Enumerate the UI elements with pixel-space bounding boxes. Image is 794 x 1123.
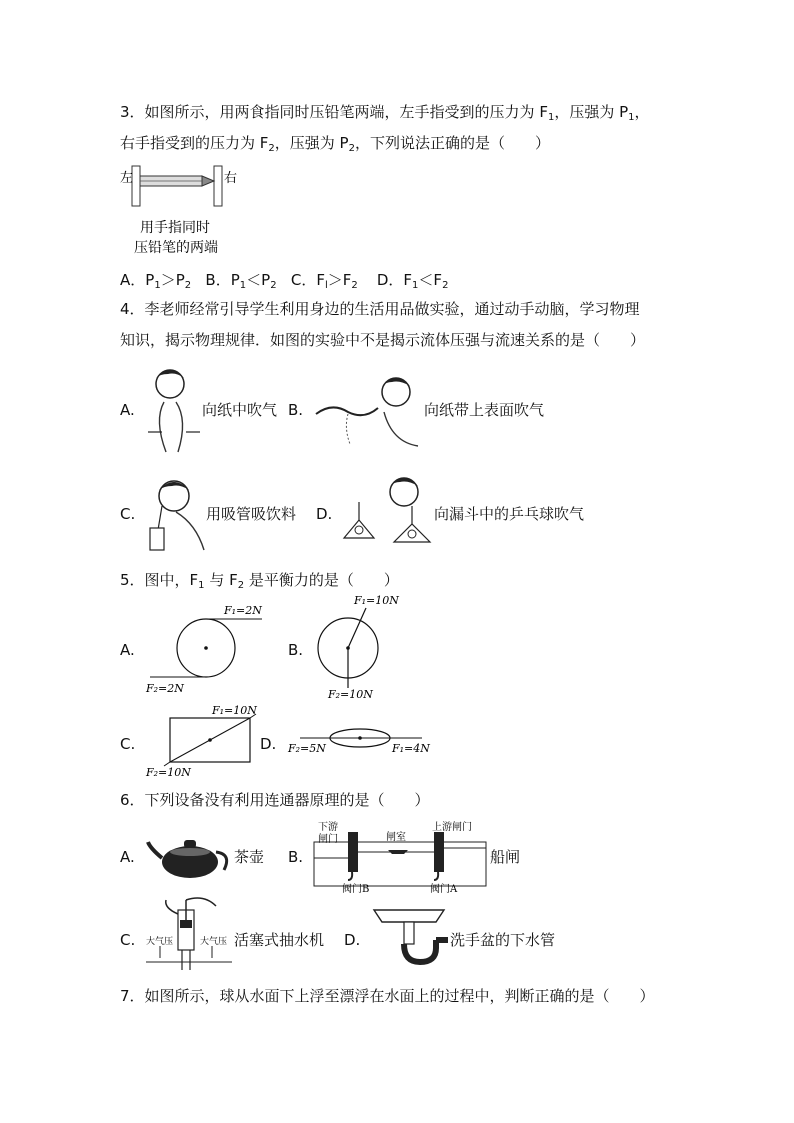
q3-line2: 右手指受到的压力为 $F_2$，压强为 $P_2$，下列说法正确的是（ ） bbox=[120, 134, 550, 154]
blow-strip-figure bbox=[312, 372, 422, 450]
q4-a-label: A. bbox=[120, 401, 135, 419]
valve-b-label: 阀门B bbox=[342, 884, 370, 894]
air-pressure-label-2: 大气压 bbox=[200, 937, 228, 947]
lock-room-label: 闸室 bbox=[386, 832, 406, 843]
q6-stem: 6．下列设备没有利用连通器原理的是（ ） bbox=[120, 791, 430, 809]
pump-figure bbox=[144, 896, 234, 974]
q4-b-text: 向纸带上表面吹气 bbox=[424, 401, 545, 419]
q6-b-text: 船闸 bbox=[490, 848, 521, 866]
fig-caption-2: 压铅笔的两端 bbox=[134, 240, 218, 256]
q6-d-text: 洗手盆的下水管 bbox=[450, 931, 556, 949]
q5-b-figure bbox=[310, 594, 400, 700]
q4-line2: 知识，揭示物理规律．如图的实验中不是揭示流体压强与流速关系的是（ ） bbox=[120, 331, 646, 349]
q3-options bbox=[120, 270, 448, 290]
fig-caption-1: 用手指同时 bbox=[140, 220, 210, 236]
q4-a-text: 向纸中吹气 bbox=[202, 401, 278, 419]
q5-a-f1: F₁=2N bbox=[224, 604, 262, 617]
q5-a-f2: F₂=2N bbox=[146, 682, 184, 695]
fig-right-label: 右 bbox=[224, 171, 238, 186]
q5-a-label: A. bbox=[120, 641, 135, 659]
pencil-figure bbox=[118, 162, 240, 258]
q7-stem: 7．如图所示，球从水面下上浮至漂浮在水面上的过程中，判断正确的是（ ） bbox=[120, 987, 655, 1005]
q4-c-label: C. bbox=[120, 505, 136, 523]
q4-b-label: B. bbox=[288, 401, 304, 419]
teapot-figure bbox=[146, 830, 234, 882]
q5-stem: 5．图中，$F_1$ 与 $F_2$ 是平衡力的是（ ） bbox=[120, 571, 399, 591]
valve-a-label: 阀门A bbox=[430, 884, 458, 894]
straw-drink-figure bbox=[146, 474, 206, 552]
q3-opt-a: A．$P_1>P_2$ bbox=[120, 271, 192, 291]
ship-lock-figure bbox=[312, 818, 488, 894]
q3-opt-c: C．$F_l>F_2$ bbox=[290, 271, 358, 291]
q4-d-label: D. bbox=[316, 505, 333, 523]
funnel-ball-figure bbox=[338, 472, 432, 552]
q5-c-f2: F₂=10N bbox=[146, 766, 191, 778]
q5-d-f2: F₂=5N bbox=[288, 742, 326, 755]
q3-opt-d: D．$F_1<F_2$ bbox=[376, 271, 449, 291]
air-pressure-label-1: 大气压 bbox=[146, 937, 174, 947]
q4-line1: 4．李老师经常引导学生利用身边的生活用品做实验，通过动手动脑，学习物理 bbox=[120, 300, 640, 318]
q5-d-figure bbox=[286, 724, 432, 756]
q5-c-label: C. bbox=[120, 735, 136, 753]
q6-c-label: C. bbox=[120, 931, 136, 949]
blow-paper-figure bbox=[146, 362, 202, 454]
q5-c-figure bbox=[144, 702, 264, 778]
q3-line1: 3．如图所示，用两食指同时压铅笔两端，左手指受到的压力为 $F_1$，压强为 $P_1$， bbox=[120, 103, 650, 123]
q5-d-f1: F₁=4N bbox=[392, 742, 430, 755]
q6-a-label: A. bbox=[120, 848, 135, 866]
q6-c-text: 活塞式抽水机 bbox=[234, 931, 325, 949]
fig-left-label: 左 bbox=[120, 171, 134, 186]
q6-b-label: B. bbox=[288, 848, 304, 866]
q3-opt-b: B．$P_1<P_2$ bbox=[205, 271, 277, 291]
q5-c-f1: F₁=10N bbox=[212, 704, 257, 717]
lock-down-label: 下游 bbox=[318, 822, 338, 833]
q5-b-label: B. bbox=[288, 641, 304, 659]
q4-c-text: 用吸管吸饮料 bbox=[206, 505, 297, 523]
q5-a-figure bbox=[144, 600, 264, 696]
q5-d-label: D. bbox=[260, 735, 277, 753]
q6-a-text: 茶壶 bbox=[234, 848, 265, 866]
lock-up-label: 上游闸门 bbox=[432, 822, 472, 833]
q5-b-f1: F₁=10N bbox=[354, 594, 399, 607]
q4-d-text: 向漏斗中的乒乓球吹气 bbox=[434, 505, 585, 523]
q6-d-label: D. bbox=[344, 931, 361, 949]
q5-b-f2: F₂=10N bbox=[328, 688, 373, 700]
drain-pipe-figure bbox=[368, 904, 450, 970]
lock-down-gate-label: 闸门 bbox=[318, 834, 338, 845]
